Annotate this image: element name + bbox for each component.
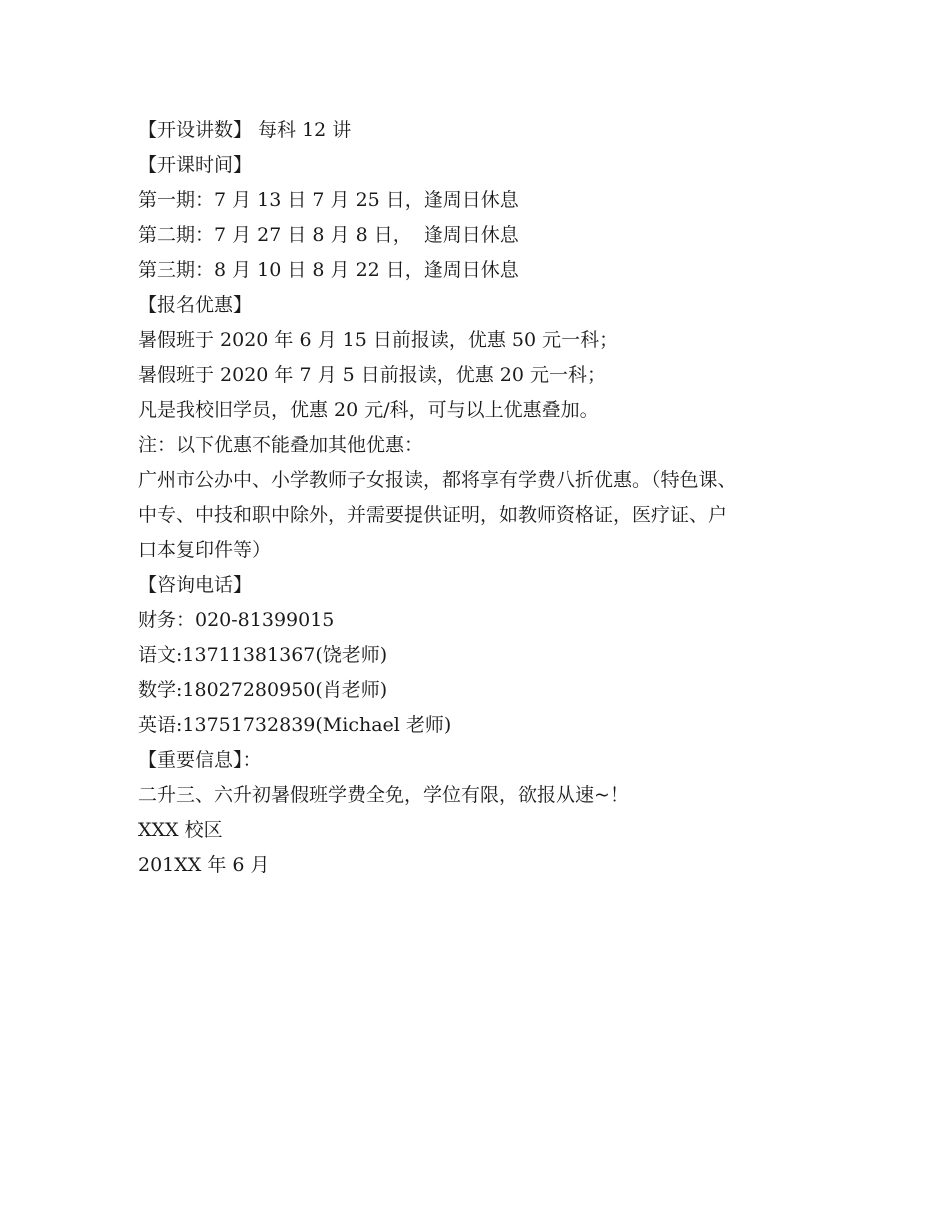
document-body — [138, 113, 838, 883]
lecture-count-line: 【开设讲数】 每科 12 讲 — [138, 119, 352, 141]
session-1-line: 第一期：7 月 13 日 7 月 25 日，逢周日休息 — [138, 189, 519, 211]
teacher-discount-line-3: 口本复印件等） — [138, 539, 272, 561]
note-line: 注：以下优惠不能叠加其他优惠： — [138, 434, 424, 456]
session-3-line: 第三期：8 月 10 日 8 月 22 日，逢周日休息 — [138, 259, 519, 281]
contact-heading: 【咨询电话】 — [138, 574, 253, 596]
teacher-discount-line-1: 广州市公办中、小学教师子女报读，都将享有学费八折优惠。（特色课、 — [138, 469, 737, 491]
discount-heading: 【报名优惠】 — [138, 294, 253, 316]
returning-student-line: 凡是我校旧学员，优惠 20 元/科，可与以上优惠叠加。 — [138, 399, 599, 421]
chinese-phone-line: 语文:13711381367(饶老师) — [138, 644, 388, 666]
free-tuition-line: 二升三、六升初暑假班学费全免，学位有限，欲报从速~！ — [138, 784, 629, 806]
campus-line: XXX 校区 — [138, 819, 223, 841]
discount-june-line: 暑假班于 2020 年 6 月 15 日前报读，优惠 50 元一科； — [138, 329, 619, 351]
finance-phone-line: 财务：020-81399015 — [138, 609, 335, 631]
discount-july-line: 暑假班于 2020 年 7 月 5 日前报读，优惠 20 元一科； — [138, 364, 607, 386]
math-phone-line: 数学:18027280950(肖老师) — [138, 679, 388, 701]
teacher-discount-line-2: 中专、中技和职中除外，并需要提供证明，如教师资格证，医疗证、户 — [138, 504, 728, 526]
english-phone-line: 英语:13751732839(Michael 老师) — [138, 714, 452, 736]
schedule-heading: 【开课时间】 — [138, 154, 253, 176]
important-heading: 【重要信息】： — [138, 749, 262, 771]
session-2-line: 第二期：7 月 27 日 8 月 8 日， 逢周日休息 — [138, 224, 519, 246]
date-line: 201XX 年 6 月 — [138, 854, 270, 876]
